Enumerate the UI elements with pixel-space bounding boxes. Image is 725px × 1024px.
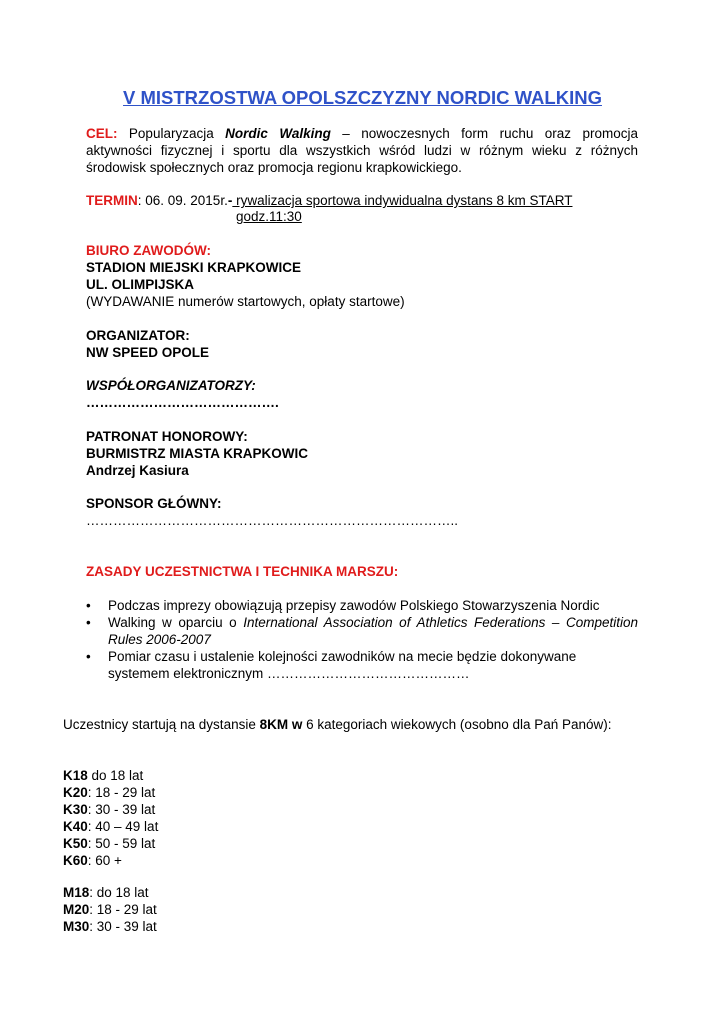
category-code: K18	[63, 768, 88, 783]
organizator-name: NW SPEED OPOLE	[86, 345, 210, 360]
list-item	[86, 597, 638, 614]
bullet-icon: •	[86, 649, 91, 664]
zasady-heading-wrap	[86, 563, 638, 580]
cel-paragraph	[86, 125, 638, 176]
category-code: K60	[63, 853, 88, 868]
category-range: do 18 lat	[87, 768, 144, 783]
patronat-label: PATRONAT HONOROWY:	[86, 429, 248, 444]
category-code: K40	[63, 819, 88, 834]
patronat-line2: Andrzej Kasiura	[86, 463, 189, 478]
category-row	[63, 852, 643, 869]
cel-label: CEL:	[86, 126, 118, 141]
category-row	[63, 901, 643, 918]
category-range: : 40 – 49 lat	[87, 819, 159, 834]
list-item	[86, 614, 638, 648]
bullet-icon: •	[86, 615, 91, 630]
wspolorganizatorzy-section	[86, 377, 638, 411]
zasady-label: ZASADY UCZESTNICTWA I TECHNIKA MARSZU:	[86, 564, 399, 579]
uczestnicy-bold: 8KM w	[259, 717, 303, 732]
zasady-list	[86, 597, 638, 682]
biuro-line2: UL. OLIMPIJSKA	[86, 277, 195, 292]
cel-text-1: Popularyzacja	[117, 126, 226, 141]
sponsor-label: SPONSOR GŁÓWNY:	[86, 496, 222, 511]
patronat-line1: BURMISTRZ MIASTA KRAPKOWIC	[86, 446, 308, 461]
patronat-section	[86, 428, 638, 479]
biuro-label: BIURO ZAWODÓW:	[86, 243, 211, 258]
category-range: : 18 - 29 lat	[87, 785, 156, 800]
biuro-line3: (WYDAWANIE numerów startowych, opłaty startowe)	[86, 294, 405, 309]
category-code: K50	[63, 836, 88, 851]
category-range: : 30 - 39 lat	[89, 919, 157, 934]
category-row	[63, 784, 643, 801]
sponsor-section	[86, 495, 638, 529]
category-range: : 30 - 39 lat	[87, 802, 156, 817]
category-range: : 50 - 59 lat	[87, 836, 156, 851]
uczestnicy-paragraph	[63, 716, 643, 733]
category-range: : 60 +	[87, 853, 122, 868]
category-row	[63, 801, 643, 818]
organizator-section	[86, 327, 638, 361]
sponsor-dots: ………………………………………………………………………..	[86, 513, 459, 528]
page-title: V MISTRZOSTWA OPOLSZCZYZNY NORDIC WALKING	[123, 87, 602, 108]
termin-line	[86, 192, 638, 209]
wspolorganizatorzy-dots: …………………………………….	[86, 395, 279, 410]
category-code: M20	[63, 902, 90, 917]
category-row	[63, 884, 643, 901]
category-row	[63, 918, 643, 935]
category-range: : 18 - 29 lat	[89, 902, 157, 917]
termin-label: TERMIN	[86, 193, 138, 208]
category-row	[63, 835, 643, 852]
biuro-line1: STADION MIEJSKI KRAPKOWICE	[86, 260, 302, 275]
bullet-2-text: Walking w oparciu o	[108, 615, 244, 630]
uczestnicy-text-2: 6 kategoriach wiekowych (osobno dla Pań Panów):	[302, 717, 612, 732]
category-row	[63, 767, 643, 784]
category-code: K30	[63, 802, 88, 817]
termin-desc-line2: godz.11:30	[236, 209, 302, 224]
bullet-icon: •	[86, 598, 91, 613]
organizator-label: ORGANIZATOR:	[86, 328, 190, 343]
biuro-section	[86, 242, 638, 310]
uczestnicy-text-1: Uczestnicy startują na dystansie	[63, 717, 260, 732]
categories-m	[63, 884, 643, 935]
cel-nordic-walking: Nordic Walking	[225, 126, 331, 141]
list-item	[86, 648, 638, 682]
termin-dash: -	[227, 193, 233, 208]
bullet-2-italic: International Association of Athletics Federations – Competition Rules 2006-2007	[108, 615, 638, 647]
category-code: K20	[63, 785, 88, 800]
bullet-3-text: Pomiar czasu i ustalenie kolejności zawodników na mecie będzie dokonywane systemem elektronicznym ………………………………………	[108, 649, 577, 681]
wspolorganizatorzy-label: WSPÓŁORGANIZATORZY:	[86, 378, 256, 393]
termin-desc-line1: rywalizacja sportowa indywidualna dystans 8 km START	[232, 193, 573, 208]
cel-text-2: – nowoczesnych form ruchu oraz promocja aktywności fizycznej i sportu dla wszystkich wśród ludzi w różnym wieku z różnych środowisk społecznych oraz promocja regionu krapkowickiego.	[86, 126, 638, 175]
categories-k	[63, 767, 643, 869]
category-code: M18	[63, 885, 90, 900]
category-code: M30	[63, 919, 90, 934]
termin-date: : 06. 09. 2015r.	[137, 193, 228, 208]
category-row	[63, 818, 643, 835]
category-range: : do 18 lat	[89, 885, 149, 900]
bullet-1-text: Podczas imprezy obowiązują przepisy zawodów Polskiego Stowarzyszenia Nordic	[108, 598, 600, 613]
